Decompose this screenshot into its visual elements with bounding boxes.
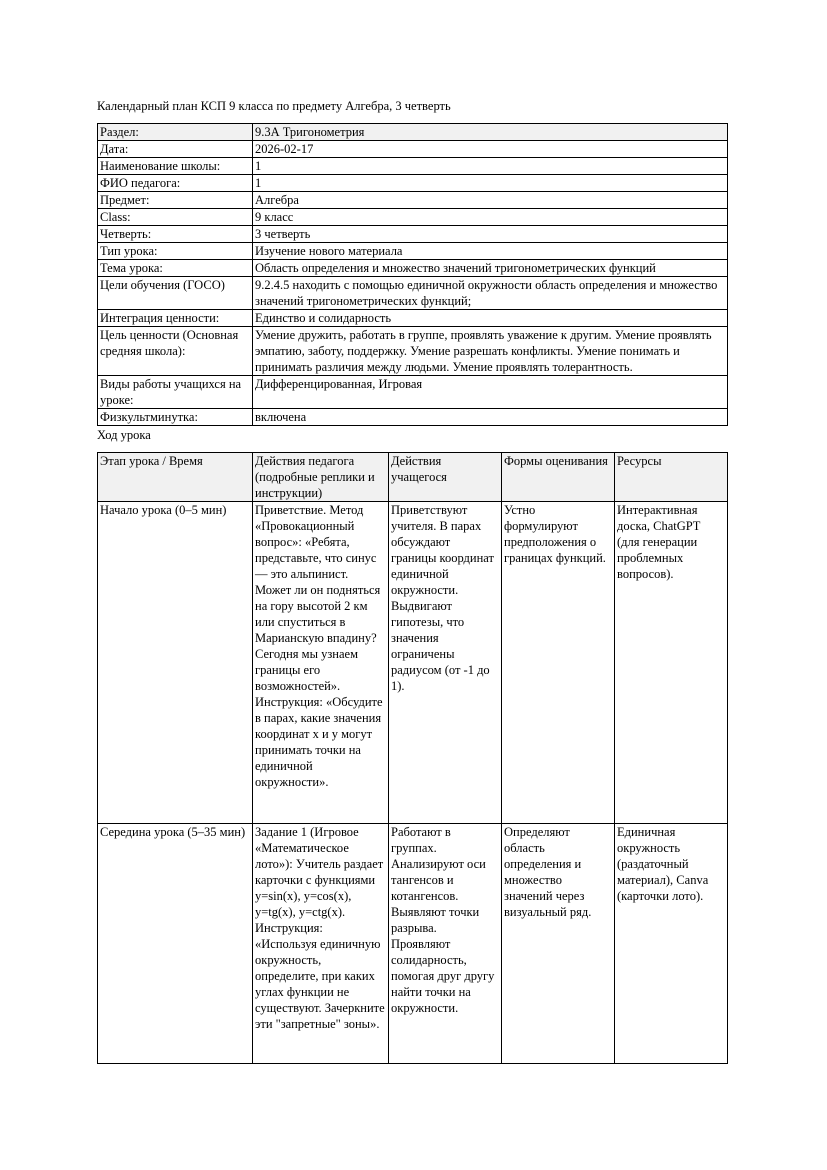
lesson-cell-student-actions: Приветствуют учителя. В парах обсуждают границы координат единичной окружности. Выдвигают гипотезы, что значения ограничены радиусом (от -1 до 1). [389, 502, 502, 824]
info-row-value: 1 [253, 158, 728, 175]
lesson-table-column-header: Действия учащегося [389, 453, 502, 502]
lesson-table-header-row [98, 453, 728, 502]
info-row-label: Виды работы учащихся на уроке: [98, 376, 253, 409]
info-row-value: Умение дружить, работать в группе, проявлять уважение к другим. Умение проявлять эмпатию, заботу, поддержку. Умение разрешать конфликты. Умение понимать и принимать различия между людьми. Умение проявлять толерантность. [253, 327, 728, 376]
lesson-table [97, 452, 728, 1064]
info-row-value: Область определения и множество значений тригонометрических функций [253, 260, 728, 277]
info-table-row [98, 141, 728, 158]
info-row-label: Интеграция ценности: [98, 310, 253, 327]
info-row-value: Единство и солидарность [253, 310, 728, 327]
info-row-value: 9.2.4.5 находить с помощью единичной окружности область определения и множество значений тригонометрических функций; [253, 277, 728, 310]
info-row-label: Дата: [98, 141, 253, 158]
info-row-label: ФИО педагога: [98, 175, 253, 192]
info-row-value: 9 класс [253, 209, 728, 226]
info-table-row [98, 310, 728, 327]
info-row-label: Тема урока: [98, 260, 253, 277]
lesson-table-column-header: Формы оценивания [502, 453, 615, 502]
info-table-row [98, 327, 728, 376]
info-table [97, 123, 728, 426]
info-row-label: Раздел: [98, 124, 253, 141]
info-row-label: Тип урока: [98, 243, 253, 260]
info-row-label: Цели обучения (ГОСО) [98, 277, 253, 310]
info-row-label: Предмет: [98, 192, 253, 209]
info-row-value: 9.3А Тригонометрия [253, 124, 728, 141]
info-table-row [98, 243, 728, 260]
info-table-row [98, 175, 728, 192]
lesson-cell-stage: Середина урока (5–35 мин) [98, 824, 253, 1064]
info-row-value: включена [253, 409, 728, 426]
lesson-cell-resources: Единичная окружность (раздаточный материал), Canva (карточки лото). [615, 824, 728, 1064]
lesson-table-row [98, 824, 728, 1064]
info-row-label: Четверть: [98, 226, 253, 243]
lesson-cell-teacher-actions: Приветствие. Метод «Провокационный вопрос»: «Ребята, представьте, что синус — это альпинист. Может ли он подняться на гору высотой 2 км или спуститься в Марианскую впадину? Сегодня мы узнаем границы его возможностей». Инструкция: «Обсудите в парах, какие значения координат x и y могут принимать точки на единичной окружности». [253, 502, 389, 824]
document-content [97, 99, 727, 1064]
info-row-label: Цель ценности (Основная средняя школа): [98, 327, 253, 376]
info-row-value: 3 четверть [253, 226, 728, 243]
info-row-value: Дифференцированная, Игровая [253, 376, 728, 409]
info-table-row [98, 209, 728, 226]
page-title: Календарный план КСП 9 класса по предмету Алгебра, 3 четверть [97, 99, 451, 113]
info-table-row [98, 376, 728, 409]
lesson-cell-stage: Начало урока (0–5 мин) [98, 502, 253, 824]
info-row-label: Class: [98, 209, 253, 226]
info-row-value: 2026-02-17 [253, 141, 728, 158]
lesson-table-column-header: Действия педагога (подробные реплики и инструкции) [253, 453, 389, 502]
info-row-label: Наименование школы: [98, 158, 253, 175]
info-table-row [98, 226, 728, 243]
info-table-row [98, 409, 728, 426]
info-table-row [98, 124, 728, 141]
lesson-table-column-header: Этап урока / Время [98, 453, 253, 502]
lesson-cell-teacher-actions: Задание 1 (Игровое «Математическое лото»): Учитель раздает карточки с функциями y=sin(x), y=cos(x), y=tg(x), y=ctg(x). Инструкция: «Используя единичную окружность, определите, при каких углах функции не существуют. Зачеркните эти "запретные" зоны». [253, 824, 389, 1064]
lesson-cell-student-actions: Работают в группах. Анализируют оси тангенсов и котангенсов. Выявляют точки разрыва. Проявляют солидарность, помогая друг другу найти точки на окружности. [389, 824, 502, 1064]
info-table-row [98, 277, 728, 310]
lesson-table-row [98, 502, 728, 824]
info-table-row [98, 260, 728, 277]
lesson-table-column-header: Ресурсы [615, 453, 728, 502]
lesson-cell-assessment: Устно формулируют предположения о границах функций. [502, 502, 615, 824]
lesson-cell-resources: Интерактивная доска, ChatGPT (для генерации проблемных вопросов). [615, 502, 728, 824]
info-row-value: 1 [253, 175, 728, 192]
lesson-cell-assessment: Определяют область определения и множество значений через визуальный ряд. [502, 824, 615, 1064]
info-table-row [98, 158, 728, 175]
info-row-label: Физкультминутка: [98, 409, 253, 426]
section-heading: Ход урока [97, 428, 151, 442]
info-row-value: Изучение нового материала [253, 243, 728, 260]
info-table-row [98, 192, 728, 209]
info-row-value: Алгебра [253, 192, 728, 209]
